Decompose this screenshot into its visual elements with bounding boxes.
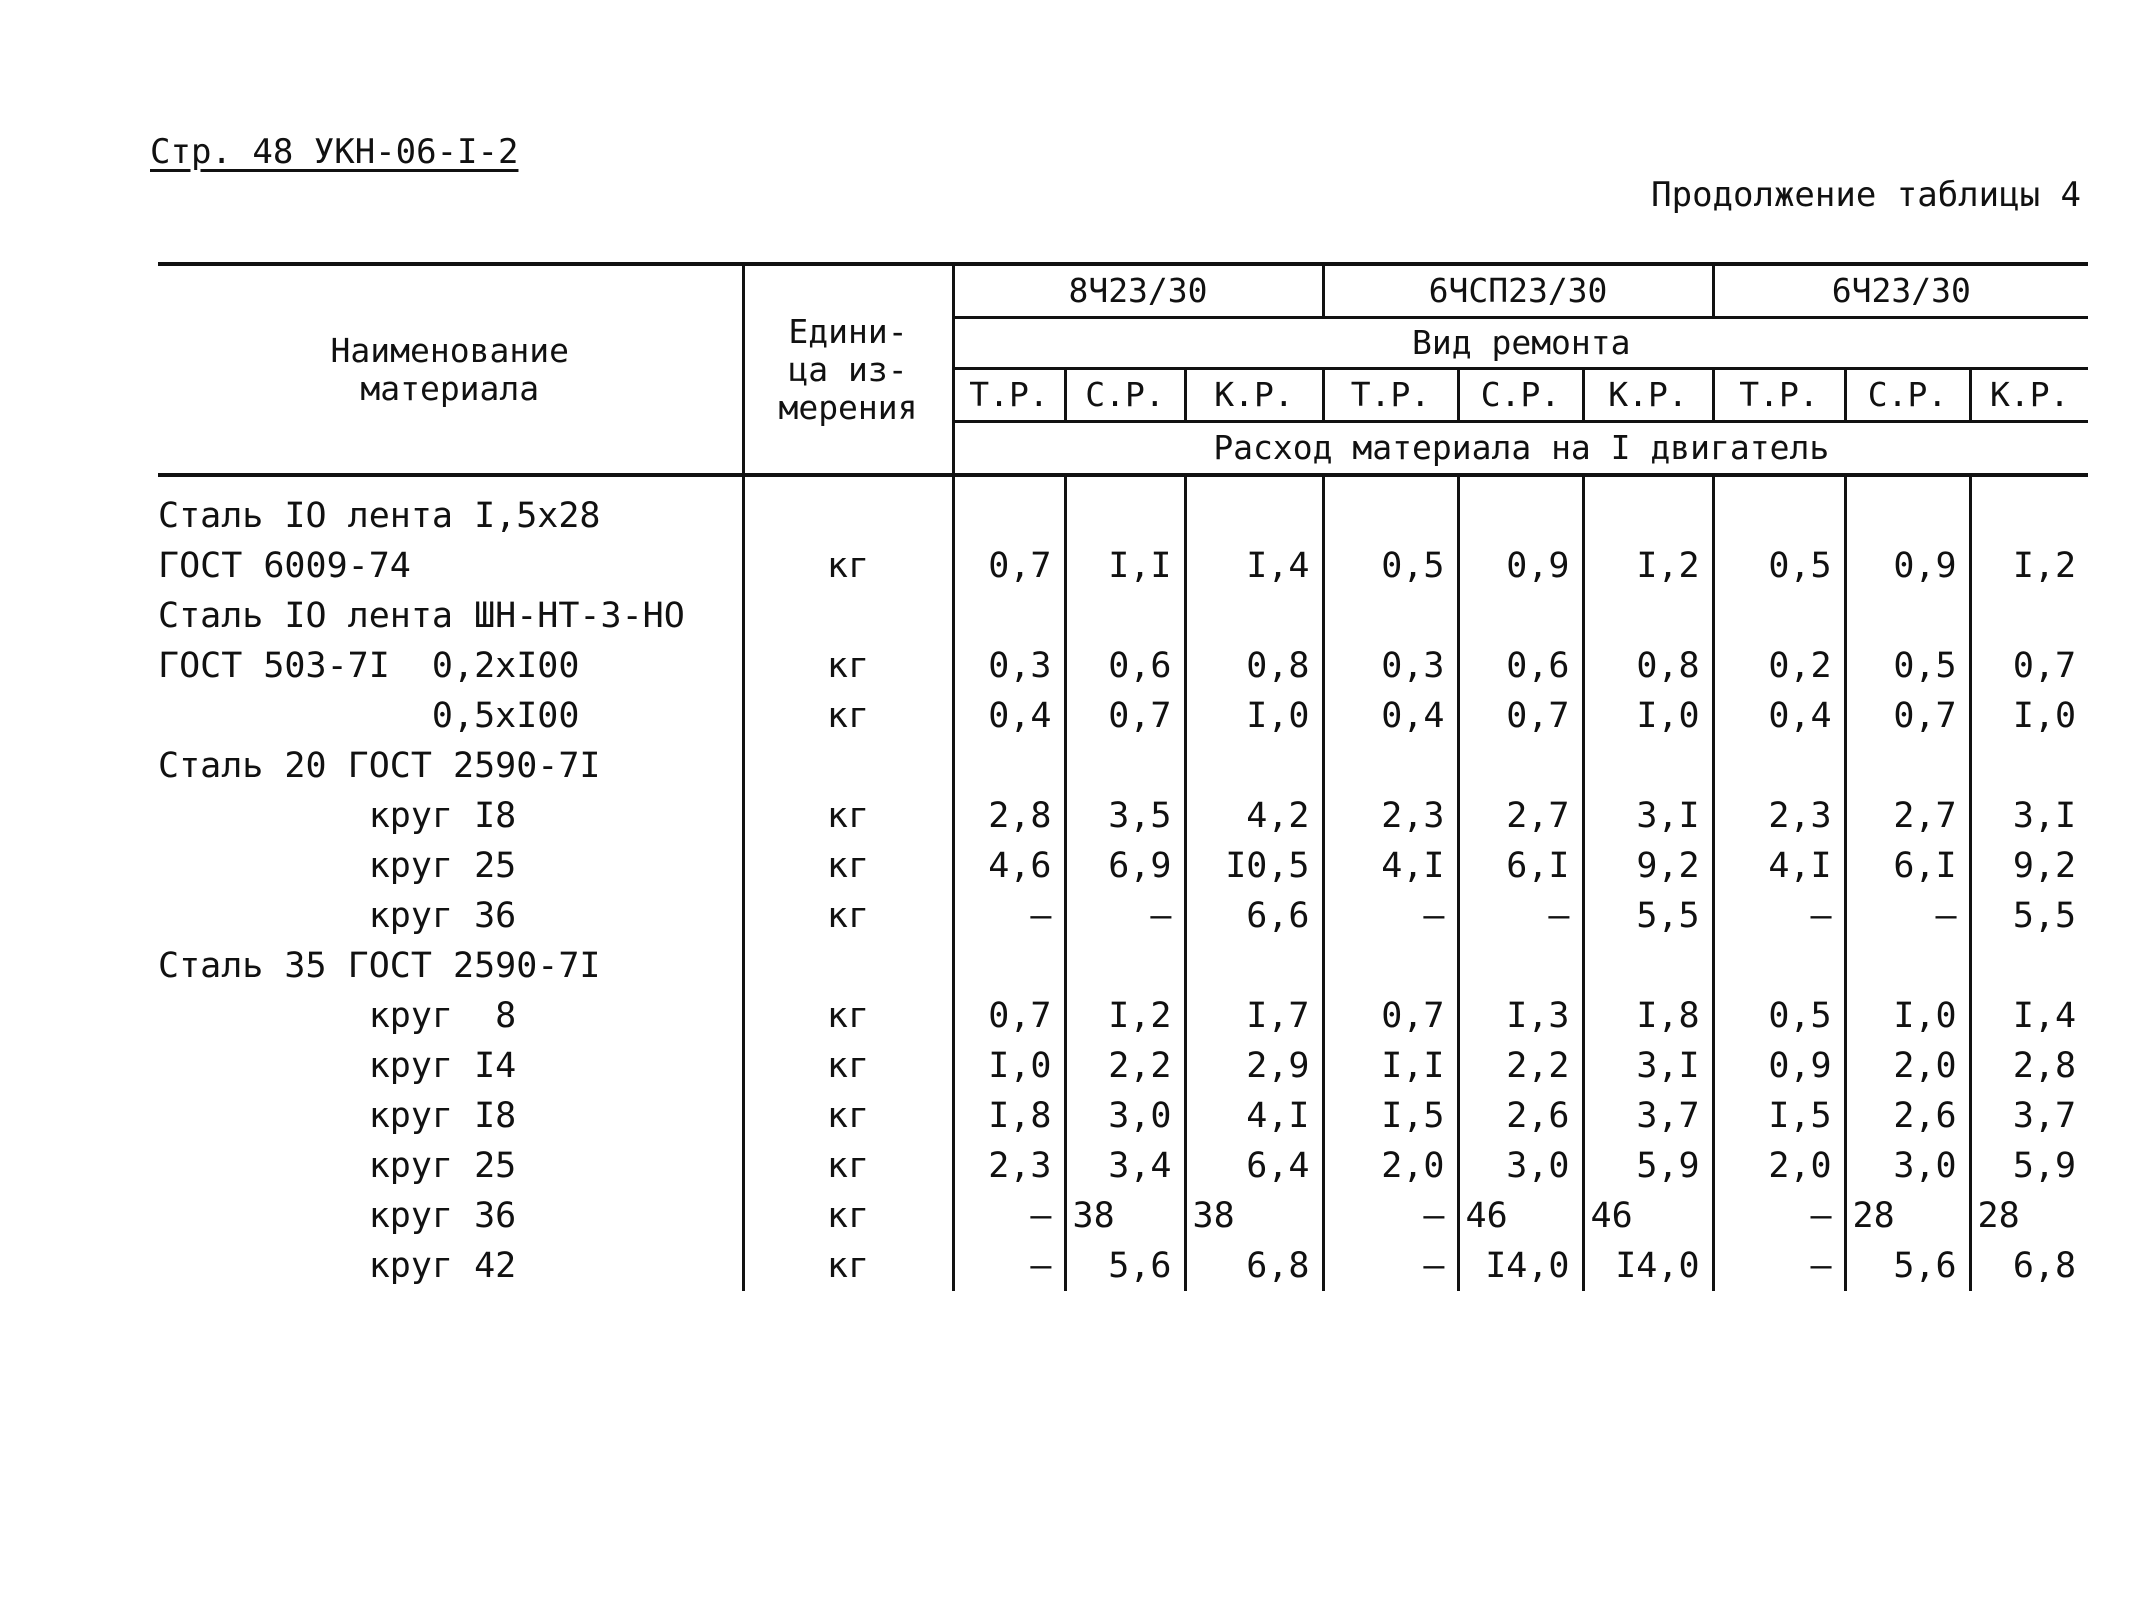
value-cell: 0,4 [1713, 691, 1845, 741]
value-cell [1185, 941, 1323, 991]
unit-cell: кг [743, 841, 953, 891]
value-cell: 3,I [1583, 1041, 1713, 1091]
material-name: круг 36 [158, 896, 517, 936]
value-cell: I4,0 [1583, 1241, 1713, 1291]
value-cell: I,3 [1458, 991, 1583, 1041]
material-name: круг 25 [158, 1146, 517, 1186]
value-cell [1065, 941, 1185, 991]
value-cell: 0,9 [1458, 541, 1583, 591]
value-cell: 0,2 [1713, 641, 1845, 691]
value-cell: 2,2 [1458, 1041, 1583, 1091]
table-row [158, 641, 2088, 691]
value-cell: 2,7 [1458, 791, 1583, 841]
value-cell: 0,4 [953, 691, 1065, 741]
value-cell [1323, 941, 1458, 991]
unit-cell: кг [743, 1041, 953, 1091]
value-cell: 0,7 [1065, 691, 1185, 741]
value-cell: 5,6 [1845, 1241, 1970, 1291]
value-cell: 2,2 [1065, 1041, 1185, 1091]
header-repair-type-cell: К.Р. [1185, 369, 1323, 422]
value-cell: 5,6 [1065, 1241, 1185, 1291]
value-cell [1583, 475, 1713, 541]
value-cell: 0,7 [1845, 691, 1970, 741]
header-material-name: Наименование материала [158, 264, 743, 475]
unit-cell: кг [743, 991, 953, 1041]
header-repair-type-cell: С.Р. [1458, 369, 1583, 422]
material-name: 0,5хI00 [158, 696, 580, 736]
material-name: круг I8 [158, 796, 517, 836]
value-cell [1970, 591, 2088, 641]
value-cell: 46 [1458, 1191, 1583, 1241]
value-cell: 4,6 [953, 841, 1065, 891]
value-cell [1065, 741, 1185, 791]
header-repair-type-cell: С.Р. [1065, 369, 1185, 422]
header-repair-type-cell: Т.Р. [1323, 369, 1458, 422]
unit-cell [743, 591, 953, 641]
value-cell: 0,8 [1583, 641, 1713, 691]
value-cell: 0,6 [1458, 641, 1583, 691]
value-cell [1845, 741, 1970, 791]
value-cell [1583, 591, 1713, 641]
value-cell: 0,7 [1458, 691, 1583, 741]
value-cell: 0,3 [953, 641, 1065, 691]
unit-cell: кг [743, 891, 953, 941]
header-engine-1: 8Ч23/30 [953, 264, 1323, 318]
value-cell: 9,2 [1970, 841, 2088, 891]
table-row [158, 741, 2088, 791]
value-cell: I,5 [1713, 1091, 1845, 1141]
value-cell [1458, 475, 1583, 541]
materials-table [158, 262, 2088, 1291]
material-name: Сталь IO лента ШН-НТ-3-НО [158, 596, 685, 636]
value-cell [1713, 941, 1845, 991]
value-cell: 0,4 [1323, 691, 1458, 741]
unit-cell: кг [743, 641, 953, 691]
value-cell [1845, 591, 1970, 641]
table-row [158, 1091, 2088, 1141]
table-row [158, 1241, 2088, 1291]
material-name: круг 8 [158, 996, 517, 1036]
header-repair-type-cell: К.Р. [1583, 369, 1713, 422]
value-cell: 3,0 [1065, 1091, 1185, 1141]
unit-cell: кг [743, 1241, 953, 1291]
value-cell: 4,I [1713, 841, 1845, 891]
value-cell: – [953, 891, 1065, 941]
value-cell: 6,8 [1970, 1241, 2088, 1291]
header-repair-type-cell: Т.Р. [1713, 369, 1845, 422]
header-repair-type-cell: К.Р. [1970, 369, 2088, 422]
value-cell: 0,6 [1065, 641, 1185, 691]
value-cell [1970, 475, 2088, 541]
value-cell: – [1713, 1241, 1845, 1291]
value-cell [1970, 741, 2088, 791]
table-row [158, 691, 2088, 741]
value-cell: 9,2 [1583, 841, 1713, 891]
value-cell: 5,5 [1970, 891, 2088, 941]
value-cell: I,8 [1583, 991, 1713, 1041]
header-repair-type-cell: Т.Р. [953, 369, 1065, 422]
value-cell: 0,8 [1185, 641, 1323, 691]
material-name: круг 36 [158, 1196, 517, 1236]
table-row [158, 591, 2088, 641]
value-cell: 6,I [1845, 841, 1970, 891]
value-cell: 0,9 [1845, 541, 1970, 591]
header-repair-type-cell: С.Р. [1845, 369, 1970, 422]
value-cell [1713, 591, 1845, 641]
value-cell: I,2 [1970, 541, 2088, 591]
value-cell: 28 [1970, 1191, 2088, 1241]
unit-cell: кг [743, 1141, 953, 1191]
value-cell [1713, 741, 1845, 791]
value-cell [953, 941, 1065, 991]
value-cell: 2,0 [1323, 1141, 1458, 1191]
value-cell: I,0 [1583, 691, 1713, 741]
value-cell: 2,3 [1323, 791, 1458, 841]
value-cell: 2,7 [1845, 791, 1970, 841]
value-cell [1323, 475, 1458, 541]
value-cell: I,8 [953, 1091, 1065, 1141]
page-reference: Стр. 48 УКН-06-I-2 [150, 132, 519, 172]
material-name: ГОСТ 6009-74 [158, 546, 411, 586]
value-cell: 0,5 [1713, 541, 1845, 591]
value-cell: I4,0 [1458, 1241, 1583, 1291]
value-cell: 38 [1185, 1191, 1323, 1241]
value-cell: I,4 [1970, 991, 2088, 1041]
value-cell [1845, 475, 1970, 541]
unit-cell: кг [743, 541, 953, 591]
unit-cell [743, 941, 953, 991]
value-cell: – [1323, 891, 1458, 941]
table-row [158, 941, 2088, 991]
table-row [158, 841, 2088, 891]
value-cell: 5,5 [1583, 891, 1713, 941]
value-cell: I,0 [953, 1041, 1065, 1091]
value-cell: I,5 [1323, 1091, 1458, 1141]
value-cell: 2,6 [1845, 1091, 1970, 1141]
value-cell: 0,5 [1323, 541, 1458, 591]
value-cell: 0,7 [1970, 641, 2088, 691]
value-cell: – [1458, 891, 1583, 941]
value-cell [953, 475, 1065, 541]
value-cell: I,0 [1970, 691, 2088, 741]
value-cell: 3,7 [1583, 1091, 1713, 1141]
value-cell: I,7 [1185, 991, 1323, 1041]
unit-cell: кг [743, 1091, 953, 1141]
value-cell: 4,2 [1185, 791, 1323, 841]
value-cell: 2,9 [1185, 1041, 1323, 1091]
value-cell: 0,7 [953, 541, 1065, 591]
table-row [158, 991, 2088, 1041]
value-cell [1185, 741, 1323, 791]
value-cell: 5,9 [1970, 1141, 2088, 1191]
value-cell: 2,3 [953, 1141, 1065, 1191]
value-cell: 0,3 [1323, 641, 1458, 691]
material-name: круг 42 [158, 1246, 517, 1286]
unit-cell [743, 741, 953, 791]
value-cell: 2,8 [953, 791, 1065, 841]
table-row [158, 541, 2088, 591]
value-cell: 6,6 [1185, 891, 1323, 941]
header-engine-2: 6ЧСП23/30 [1323, 264, 1713, 318]
table-continuation-label: Продолжение таблицы 4 [1651, 175, 2081, 215]
value-cell: 0,5 [1713, 991, 1845, 1041]
value-cell: – [1713, 891, 1845, 941]
table-row [158, 1191, 2088, 1241]
value-cell: 46 [1583, 1191, 1713, 1241]
value-cell: 5,9 [1583, 1141, 1713, 1191]
material-name: Сталь IO лента I,5х28 [158, 496, 601, 536]
value-cell: 0,7 [953, 991, 1065, 1041]
value-cell: 3,0 [1845, 1141, 1970, 1191]
value-cell: 4,I [1185, 1091, 1323, 1141]
table-row [158, 791, 2088, 841]
value-cell: 6,4 [1185, 1141, 1323, 1191]
value-cell: I,0 [1185, 691, 1323, 741]
value-cell: 3,0 [1458, 1141, 1583, 1191]
materials-table-grid [158, 262, 2088, 1291]
material-name: Сталь 20 ГОСТ 2590-7I [158, 746, 601, 786]
table-header [158, 264, 2088, 475]
value-cell: 2,6 [1458, 1091, 1583, 1141]
value-cell [1970, 941, 2088, 991]
value-cell [1583, 741, 1713, 791]
value-cell: 3,I [1583, 791, 1713, 841]
value-cell: 3,5 [1065, 791, 1185, 841]
value-cell: 3,I [1970, 791, 2088, 841]
material-name: Сталь 35 ГОСТ 2590-7I [158, 946, 601, 986]
header-repair-type: Вид ремонта [953, 318, 2088, 369]
value-cell: 0,9 [1713, 1041, 1845, 1091]
value-cell: 2,0 [1713, 1141, 1845, 1191]
value-cell: – [1845, 891, 1970, 941]
value-cell: 0,5 [1845, 641, 1970, 691]
value-cell: 3,4 [1065, 1141, 1185, 1191]
value-cell [1583, 941, 1713, 991]
value-cell [1713, 475, 1845, 541]
table-row [158, 475, 2088, 541]
value-cell: 6,8 [1185, 1241, 1323, 1291]
value-cell: I,4 [1185, 541, 1323, 591]
value-cell [1458, 741, 1583, 791]
value-cell [1323, 591, 1458, 641]
table-row [158, 1041, 2088, 1091]
value-cell: 4,I [1323, 841, 1458, 891]
value-cell: 2,3 [1713, 791, 1845, 841]
value-cell: 3,7 [1970, 1091, 2088, 1141]
material-name: ГОСТ 503-7I 0,2хI00 [158, 646, 580, 686]
value-cell [1458, 591, 1583, 641]
value-cell: – [1323, 1191, 1458, 1241]
value-cell: I,2 [1065, 991, 1185, 1041]
value-cell [1845, 941, 1970, 991]
table-body [158, 475, 2088, 1291]
header-unit: Едини- ца из- мерения [743, 264, 953, 475]
unit-cell: кг [743, 1191, 953, 1241]
value-cell: I0,5 [1185, 841, 1323, 891]
value-cell: 6,9 [1065, 841, 1185, 891]
value-cell: 0,7 [1323, 991, 1458, 1041]
value-cell: – [1065, 891, 1185, 941]
value-cell [1323, 741, 1458, 791]
value-cell: I,I [1323, 1041, 1458, 1091]
value-cell: 38 [1065, 1191, 1185, 1241]
value-cell: I,I [1065, 541, 1185, 591]
value-cell [953, 591, 1065, 641]
value-cell: 6,I [1458, 841, 1583, 891]
value-cell [1458, 941, 1583, 991]
value-cell: I,2 [1583, 541, 1713, 591]
table-row [158, 891, 2088, 941]
value-cell: – [953, 1241, 1065, 1291]
value-cell [1185, 591, 1323, 641]
table-row [158, 1141, 2088, 1191]
unit-cell: кг [743, 791, 953, 841]
material-name: круг I8 [158, 1096, 517, 1136]
value-cell: – [1323, 1241, 1458, 1291]
value-cell [1185, 475, 1323, 541]
value-cell: 2,0 [1845, 1041, 1970, 1091]
value-cell: 2,8 [1970, 1041, 2088, 1091]
material-name: круг 25 [158, 846, 517, 886]
unit-cell: кг [743, 691, 953, 741]
value-cell [1065, 475, 1185, 541]
header-engine-3: 6Ч23/30 [1713, 264, 2088, 318]
value-cell [953, 741, 1065, 791]
header-consumption: Расход материала на I двигатель [953, 422, 2088, 476]
value-cell: 28 [1845, 1191, 1970, 1241]
value-cell: I,0 [1845, 991, 1970, 1041]
unit-cell [743, 475, 953, 541]
value-cell: – [953, 1191, 1065, 1241]
value-cell [1065, 591, 1185, 641]
value-cell: – [1713, 1191, 1845, 1241]
material-name: круг I4 [158, 1046, 517, 1086]
